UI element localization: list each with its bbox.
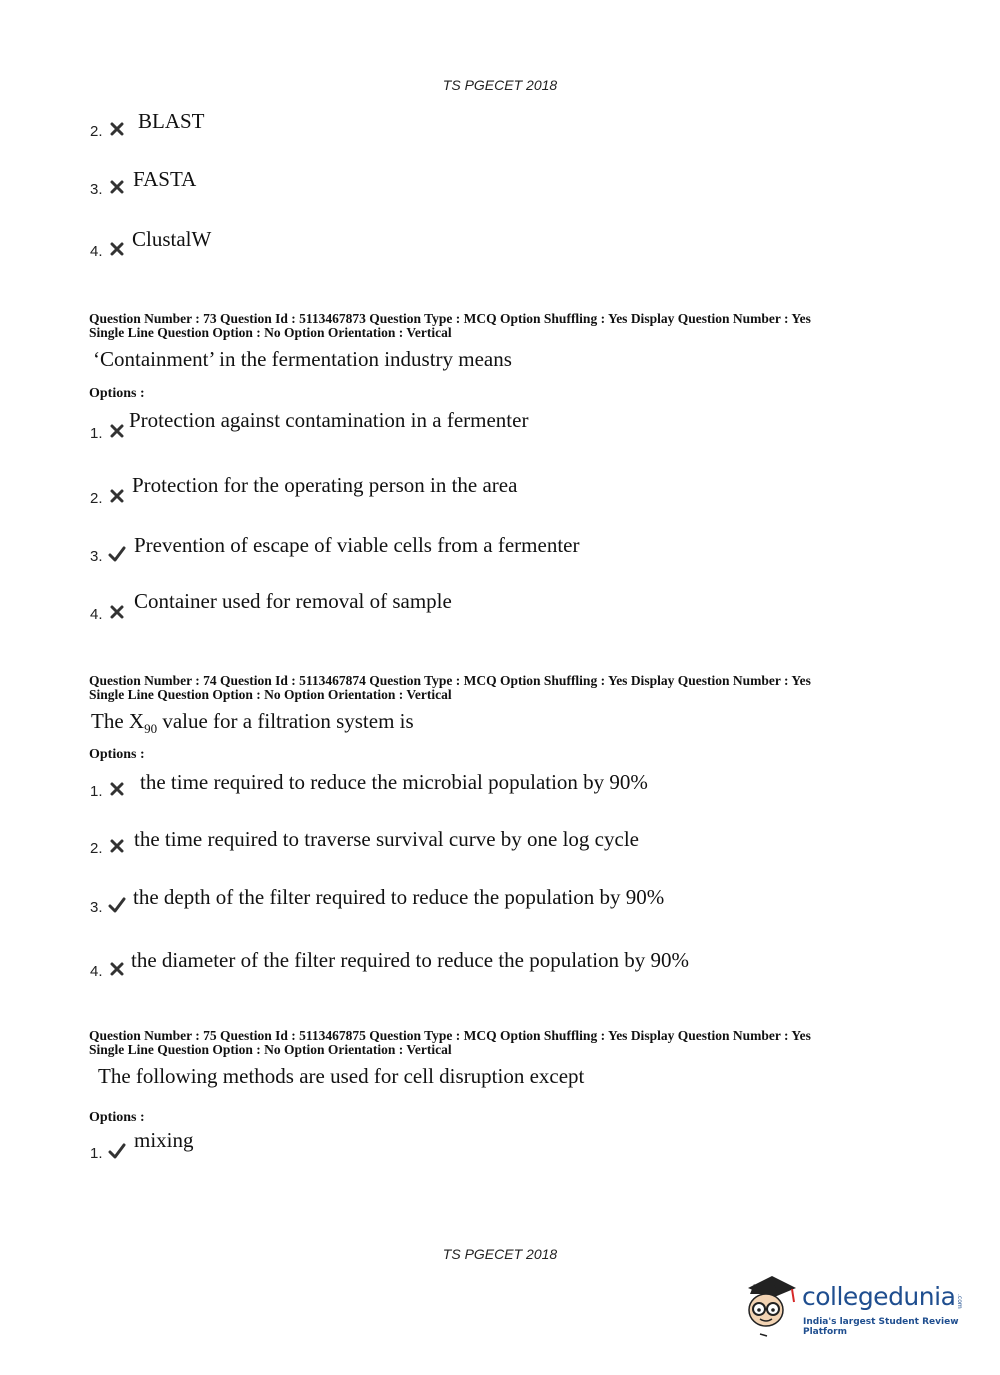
option-text: Prevention of escape of viable cells from a fermenter <box>134 533 580 557</box>
option-text: mixing <box>134 1128 194 1152</box>
option-text: Container used for removal of sample <box>134 589 452 613</box>
option-text: Protection for the operating person in the area <box>132 473 518 497</box>
option-number: 1. <box>90 783 103 800</box>
question-meta: Question Number : 74 Question Id : 5113467874 Question Type : MCQ Option Shuffling : Yes Display Question Number : Yes <box>89 673 811 688</box>
question-meta: Question Number : 73 Question Id : 5113467873 Question Type : MCQ Option Shuffling : Yes Display Question Number : Yes <box>89 311 811 326</box>
cross-icon <box>108 422 126 440</box>
cross-icon <box>108 960 126 978</box>
option-text: the time required to traverse survival curve by one log cycle <box>134 827 639 851</box>
check-icon <box>108 896 126 914</box>
check-icon <box>108 1142 126 1160</box>
collegedunia-logo <box>740 1270 970 1340</box>
cross-icon <box>108 780 126 798</box>
option-text: the diameter of the filter required to reduce the population by 90% <box>131 948 690 972</box>
option-text: BLAST <box>138 109 205 133</box>
question-text: ‘Containment’ in the fermentation industry means <box>93 347 512 371</box>
question-text: The following methods are used for cell disruption except <box>98 1064 585 1088</box>
option-text: ClustalW <box>132 227 212 251</box>
option-number: 4. <box>90 243 103 260</box>
check-icon <box>108 545 126 563</box>
option-number: 4. <box>90 606 103 623</box>
logo-suffix: .com <box>956 1294 963 1309</box>
subscript: 90 <box>144 721 158 737</box>
option-number: 3. <box>90 899 103 916</box>
options-label: Options : <box>89 1110 145 1125</box>
cross-icon <box>108 240 126 258</box>
options-label: Options : <box>89 747 145 762</box>
option-text: Protection against contamination in a fermenter <box>129 408 529 432</box>
options-label: Options : <box>89 386 145 401</box>
cross-icon <box>108 837 126 855</box>
page-header: TS PGECET 2018 <box>442 77 558 93</box>
option-number: 1. <box>90 1145 103 1162</box>
cross-icon <box>108 120 126 138</box>
question-meta: Single Line Question Option : No Option Orientation : Vertical <box>89 1042 452 1057</box>
question-text <box>91 709 414 737</box>
question-text-part: The X <box>91 709 145 733</box>
question-text-part: value for a filtration system is <box>157 709 414 733</box>
option-number: 3. <box>90 181 103 198</box>
option-number: 2. <box>90 840 103 857</box>
question-meta: Single Line Question Option : No Option Orientation : Vertical <box>89 325 452 340</box>
page-footer: TS PGECET 2018 <box>442 1246 558 1262</box>
option-number: 3. <box>90 548 103 565</box>
cross-icon <box>108 487 126 505</box>
cross-icon <box>108 603 126 621</box>
option-text: the time required to reduce the microbial population by 90% <box>140 770 648 794</box>
cross-icon <box>108 178 126 196</box>
option-text: the depth of the filter required to reduce the population by 90% <box>133 885 665 909</box>
mascot-icon <box>740 1270 800 1340</box>
logo-title: collegedunia <box>802 1282 956 1311</box>
logo-tagline: India's largest Student Review Platform <box>803 1317 959 1337</box>
option-text: FASTA <box>133 167 197 191</box>
question-meta: Question Number : 75 Question Id : 5113467875 Question Type : MCQ Option Shuffling : Yes Display Question Number : Yes <box>89 1028 811 1043</box>
option-number: 1. <box>90 425 103 442</box>
option-number: 2. <box>90 490 103 507</box>
option-number: 2. <box>90 123 103 140</box>
option-number: 4. <box>90 963 103 980</box>
question-meta: Single Line Question Option : No Option Orientation : Vertical <box>89 687 452 702</box>
